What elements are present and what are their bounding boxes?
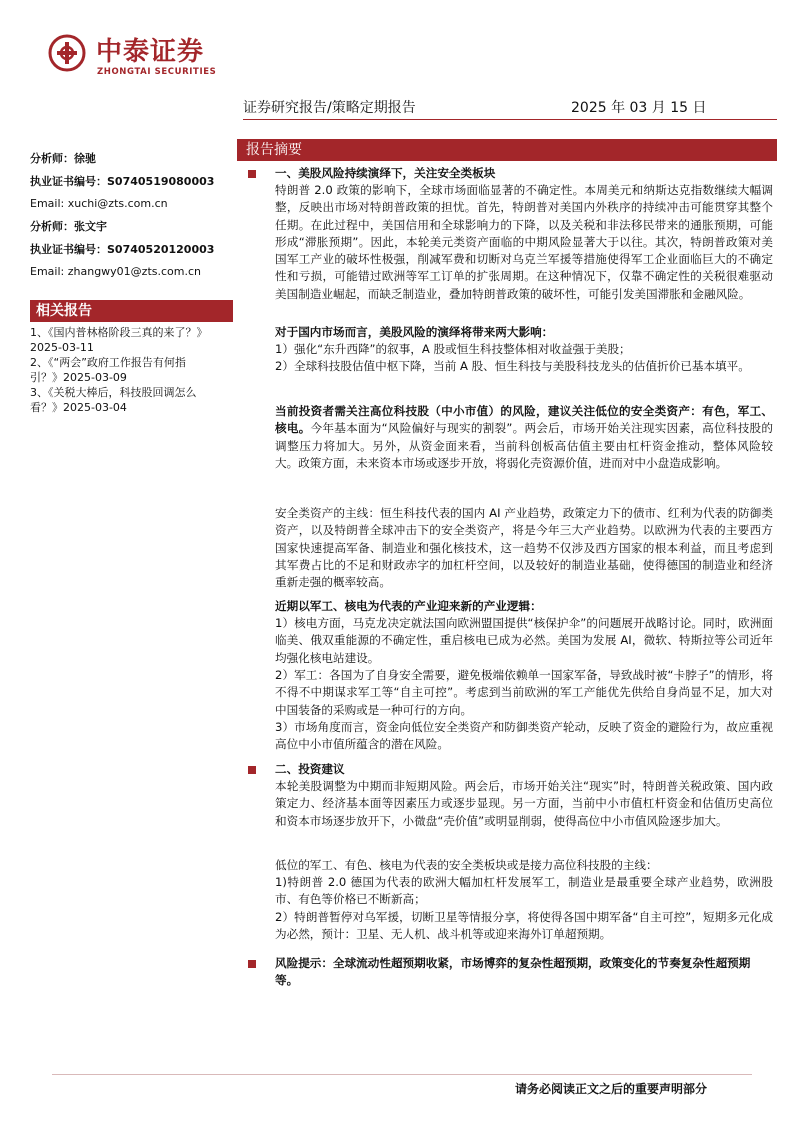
section-1-para-5-line-2: 2）军工：各国为了自身安全需要，避免极端依赖单一国家军备，导致战时被“卡脖子”的情形，将不得不中期谋求军工等“自主可控”。考虑到当前欧洲的军工产能优先供给自身尚显不足，加大对中国装备的采购或是一种可行的方向。	[275, 668, 773, 717]
section-bullet-icon	[248, 170, 256, 178]
section-bullet-icon	[248, 766, 256, 774]
report-type: 证券研究报告/策略定期报告	[243, 100, 416, 116]
cert-label: 执业证书编号：	[30, 175, 107, 188]
section-2-para-2-heading: 低位的军工、有色、核电为代表的安全类板块或是接力高位科技股的主线：	[275, 858, 658, 872]
risk-text: 全球流动性超预期收紧，市场博弈的复杂性超预期，政策变化的节奏复杂性超预期等。	[275, 956, 751, 988]
brand-name-en: ZHONGTAI SECURITIES	[97, 67, 217, 77]
related-report-line: 2、《“两会”政府工作报告有何指	[30, 356, 186, 369]
related-report-line: 3、《关税大棒后，科技股回调怎么	[30, 386, 197, 399]
analyst-2-email	[30, 265, 201, 279]
header-divider	[243, 119, 777, 120]
email-label: Email:	[30, 265, 65, 278]
section-1-heading: 一、美股风险持续演绎下，关注安全类板块	[275, 166, 496, 180]
paragraph-3-lead: 当前投资者需关注高位科技股（中小市值）的风险，建议关注低位的安全类资产：有色，军工、核电。	[275, 404, 773, 436]
cert-number: S0740519080003	[107, 175, 215, 188]
cert-number: S0740520120003	[107, 243, 215, 256]
cert-label: 执业证书编号：	[30, 243, 107, 256]
related-report-line: 引？》2025-03-09	[30, 371, 127, 384]
section-2-para-2-line-2: 2）特朗普暂停对乌军援，切断卫星等情报分享，将使得各国中期军备“自主可控”，短期多元化成为必然，预计：卫星、无人机、战斗机等或迎来海外订单超预期。	[275, 910, 773, 942]
email-link[interactable]: xuchi@zts.com.cn	[67, 197, 168, 210]
analyst-1-email	[30, 197, 168, 211]
related-report-line: 看？》2025-03-04	[30, 401, 127, 414]
analyst-name: 张文宇	[74, 220, 107, 233]
section-1-paragraph-3	[275, 403, 773, 472]
summary-header-bar	[237, 139, 777, 161]
section-1-para-5-line-3: 3）市场角度而言，资金向低位安全类资产和防御类资产轮动，反映了资金的避险行为，故应重视高位中小市值所蕴含的潜在风险。	[275, 720, 773, 752]
analyst-2-cert	[30, 243, 214, 257]
analyst-label: 分析师：	[30, 152, 74, 165]
section-bullet-icon	[248, 960, 256, 968]
section-1-para-5-line-1: 1）核电方面，马克龙决定就法国向欧洲盟国提供“核保护伞”的问题展开战略讨论。同时，欧洲面临美、俄双重能源的不确定性，重启核电已成为必然。美国为发展 AI，微软、特斯拉等公司近年均强化核电站建设。	[275, 616, 773, 665]
related-reports-title: 相关报告	[30, 300, 233, 322]
section-1-para-5-heading: 近期以军工、核电为代表的产业迎来新的产业逻辑：	[275, 599, 542, 613]
section-1-para-2-line-1: 1）强化“东升西降”的叙事，A 股或恒生科技整体相对收益强于美股；	[275, 342, 631, 356]
related-report-item[interactable]	[30, 355, 235, 385]
brand-name: 中泰证券	[96, 37, 205, 67]
summary-title: 报告摘要	[246, 142, 302, 158]
email-label: Email:	[30, 197, 65, 210]
section-1-para-2-heading: 对于国内市场而言，美股风险的演绎将带来两大影响：	[275, 325, 554, 339]
section-1-paragraph-1: 特朗普 2.0 政策的影响下，全球市场面临显著的不确定性。本周美元和纳斯达克指数继续大幅调整，反映出市场对特朗普政策的担忧。首先，特朗普对美国内外秩序的持续冲击可能贯穿其整个任期。在此过程中，美国信用和全球影响力的下降，以及关税和非法移民带来的通胀预期，可能形成“滞胀预期”。因此，本轮美元类资产面临的中期风险显著大于以往。其次，特朗普政策对美国军工产业的破坏性极强，削减军费和切断对乌克兰军援等措施使得军工企业面临巨大的不确定性和亏损，可能错过欧洲等军工订单的扩张周期。在这种情况下，仅靠不确定性的关税很难驱动美国制造业崛起，而缺乏制造业，叠加特朗普政策的破坏性，可能引发美国滞胀和金融风险。	[275, 183, 773, 301]
analyst-1	[30, 152, 96, 166]
related-report-line: 2025-03-11	[30, 341, 94, 354]
zhongtai-logo-icon	[48, 34, 86, 72]
section-1-para-2-line-2: 2）全球科技股估值中枢下降，当前 A 股、恒生科技与美股科技龙头的估值折价已基本填平。	[275, 359, 750, 373]
risk-label: 风险提示：	[275, 956, 333, 970]
footer-divider	[52, 1074, 752, 1075]
section-2-heading: 二、投资建议	[275, 762, 345, 776]
risk-warning	[275, 955, 773, 990]
section-2-para-2-line-1: 1)特朗普 2.0 德国为代表的欧洲大幅加杠杆发展军工，制造业是最重要全球产业趋势，欧洲股市、有色等价格已不断新高；	[275, 875, 773, 907]
related-report-line: 1、《国内普林格阶段三真的来了？》	[30, 326, 208, 339]
analyst-2	[30, 220, 107, 234]
analyst-name: 徐驰	[74, 152, 96, 165]
related-report-item[interactable]	[30, 325, 235, 355]
paragraph-3-body: 今年基本面为“风险偏好与现实的割裂”。两会后，市场开始关注现实因素，高位科技股的调整压力将加大。另外，从资金面来看，当前科创板高估值主要由杠杆资金推动，整体风险较大。政策方面，未来资本市场或逐步开放，将弱化壳资源价值，进而对中小盘造成影响。	[275, 421, 773, 470]
analyst-1-cert	[30, 175, 214, 189]
report-date: 2025 年 03 月 15 日	[571, 100, 707, 116]
section-1-paragraph-4: 安全类资产的主线：恒生科技代表的国内 AI 产业趋势，政策定力下的债市、红利为代表的防御类资产，以及特朗普全球冲击下的安全类资产，将是今年三大产业趋势。以欧洲为代表的主要西方国家快速提高军备、制造业和强化核技术，这一趋势不仅涉及西方国家的根本利益，而且考虑到其军费占比的不足和财政赤字的加杠杆空间，以及较好的制造业基础，使得德国的制造业和经济重新走强的概率较高。	[275, 506, 773, 590]
footer-disclaimer: 请务必阅读正文之后的重要声明部分	[515, 1082, 708, 1096]
section-2-paragraph-1: 本轮美股调整为中期而非短期风险。两会后，市场开始关注“现实”时，特朗普关税政策、国内政策定力、经济基本面等因素压力或逐步显现。另一方面，当前中小市值杠杆资金和估值历史高位和资本市场逐步放开下，小微盘“壳价值”或明显削弱，使得高位中小市值风险逐步加大。	[275, 779, 773, 828]
analyst-label: 分析师：	[30, 220, 74, 233]
email-link[interactable]: zhangwy01@zts.com.cn	[67, 265, 202, 278]
related-report-item[interactable]	[30, 385, 235, 415]
